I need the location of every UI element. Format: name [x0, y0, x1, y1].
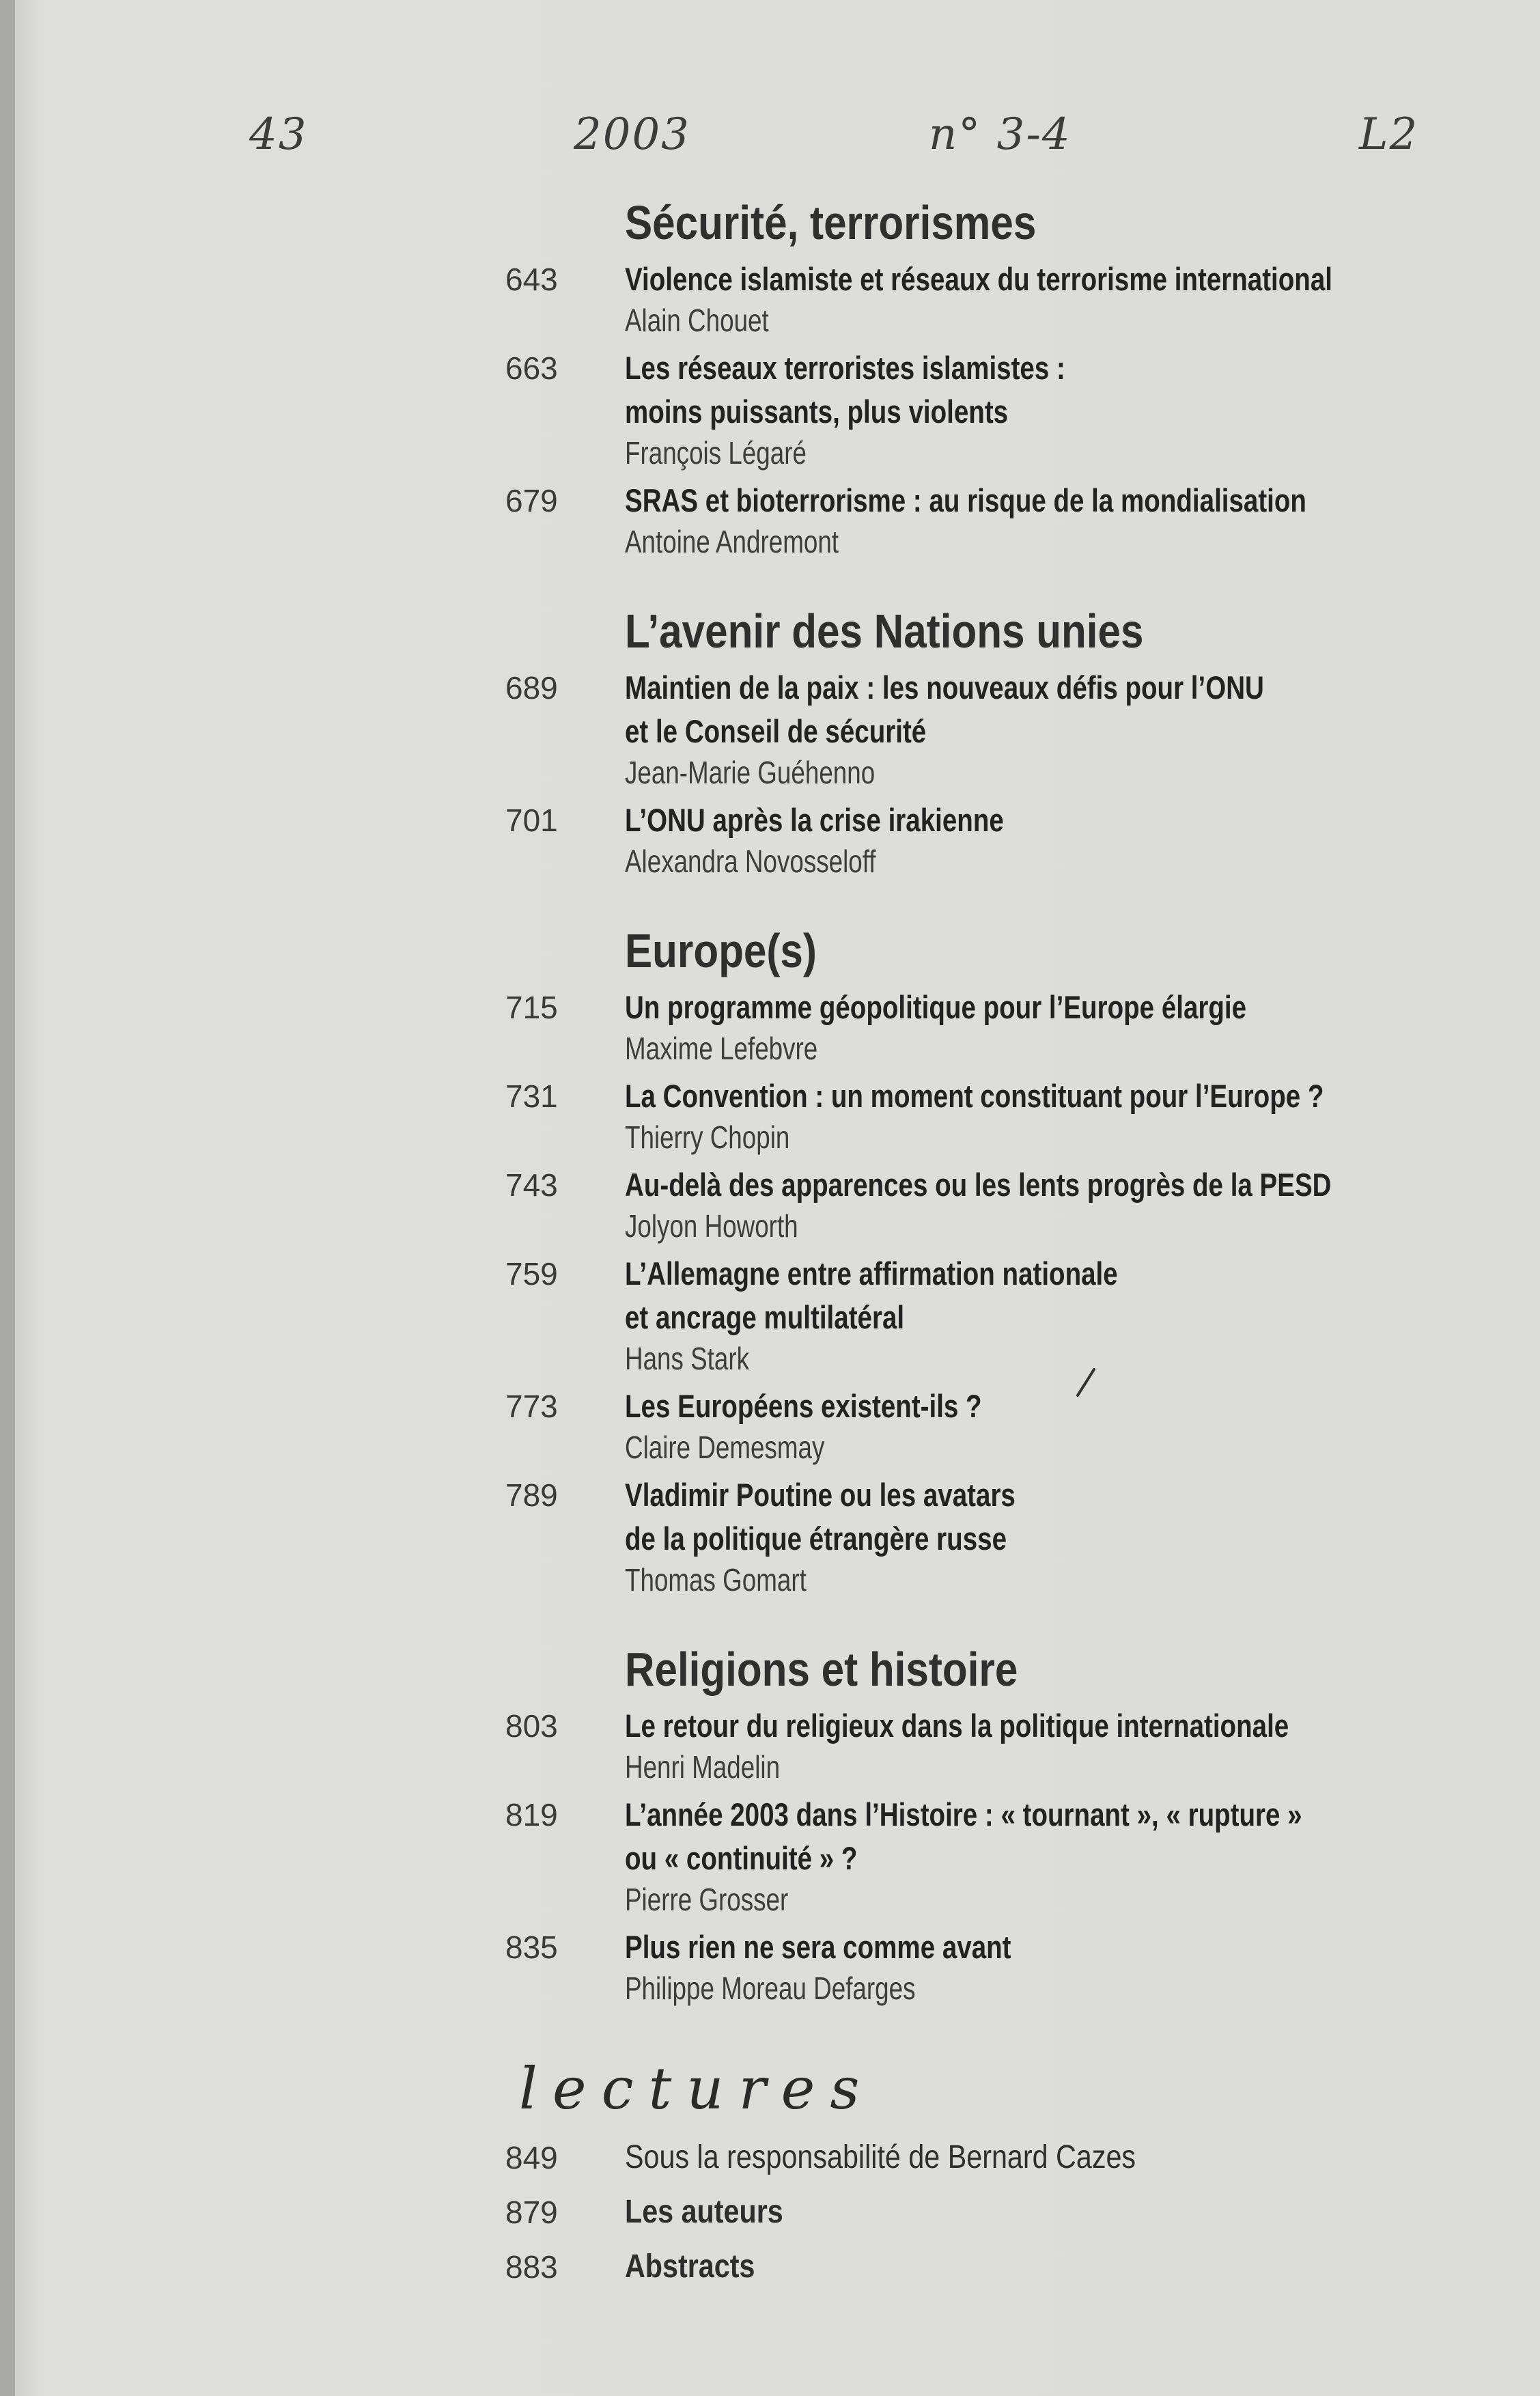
handwritten-volume: 43 [249, 109, 308, 160]
page-number: 679 [505, 483, 558, 518]
handwritten-mark: L2 [1359, 109, 1419, 160]
page-number: 849 [505, 2140, 558, 2175]
page-number: 819 [505, 1797, 558, 1833]
page-number: 643 [505, 262, 558, 297]
article-title: Vladimir Poutine ou les avatars [625, 1477, 1016, 1513]
page-number: 883 [505, 2249, 558, 2285]
section-religions [505, 1641, 1509, 2007]
page-number: 701 [505, 803, 558, 838]
article-title: SRAS et bioterrorisme : au risque de la mondialisation [625, 482, 1306, 518]
section-nations-unies [505, 603, 1509, 880]
page-number: 743 [505, 1167, 558, 1203]
article-title-continued: de la politique étrangère russe [625, 1520, 1007, 1557]
article-author: Alexandra Novosseloff [625, 844, 876, 879]
toc-entry[interactable] [505, 2190, 1509, 2234]
article-title-continued: moins puissants, plus violents [625, 393, 1009, 430]
page-number: 715 [505, 990, 558, 1025]
article-title: Maintien de la paix : les nouveaux défis pour l’ONU [625, 669, 1264, 706]
article-author: Philippe Moreau Defarges [625, 1970, 916, 2006]
page-number: 731 [505, 1078, 558, 1114]
article-title: L’ONU après la crise irakienne [625, 802, 1004, 838]
toc-entry[interactable] [505, 1384, 1509, 1466]
toc-entry[interactable] [505, 2245, 1509, 2289]
toc-entry[interactable] [505, 1074, 1509, 1156]
article-author: Maxime Lefebvre [625, 1031, 818, 1066]
article-title: Violence islamiste et réseaux du terrorisme international [625, 261, 1332, 297]
article-title-continued: et ancrage multilatéral [625, 1299, 905, 1335]
toc-entry[interactable] [505, 479, 1509, 561]
page-number: 803 [505, 1708, 558, 1744]
article-title: Au-delà des apparences ou les lents progrès de la PESD [625, 1167, 1332, 1203]
article-title: La Convention : un moment constituant pour l’Europe ? [625, 1078, 1324, 1114]
article-title-continued: ou « continuité » ? [625, 1840, 858, 1876]
section-title: Sécurité, terrorismes [625, 196, 1037, 249]
pencil-tick-mark-icon [1072, 1365, 1100, 1399]
toc-entry[interactable] [505, 257, 1509, 339]
toc-entry[interactable] [505, 1163, 1509, 1245]
article-author: Thierry Chopin [625, 1119, 790, 1155]
article-title: Plus rien ne sera comme avant [625, 1929, 1011, 1965]
page-number: 835 [505, 1930, 558, 1965]
article-author: Claire Demesmay [625, 1430, 825, 1465]
authors-item-label: Les auteurs [625, 2194, 783, 2230]
page-number: 689 [505, 670, 558, 706]
section-title: Religions et histoire [625, 1643, 1018, 1696]
toc-entry[interactable] [505, 2136, 1509, 2179]
page-number: 663 [505, 350, 558, 386]
page-number: 789 [505, 1477, 558, 1513]
section-lectures [505, 2055, 1509, 2289]
section-europe [505, 923, 1509, 1599]
toc-entry[interactable] [505, 798, 1509, 880]
article-author: Henri Madelin [625, 1749, 781, 1785]
article-title: L’Allemagne entre affirmation nationale [625, 1255, 1118, 1292]
section-title: Europe(s) [625, 924, 817, 977]
toc-entry[interactable] [505, 1793, 1509, 1919]
article-title: Le retour du religieux dans la politique internationale [625, 1708, 1289, 1744]
article-title: Les réseaux terroristes islamistes : [625, 350, 1065, 386]
toc-entry[interactable] [505, 1252, 1509, 1378]
lectures-item-label: Sous la responsabilité de Bernard Cazes [625, 2139, 1136, 2175]
article-author: Jean-Marie Guéhenno [625, 755, 876, 790]
handwritten-year: 2003 [574, 109, 690, 160]
toc-entry[interactable] [505, 1925, 1509, 2007]
article-author: Jolyon Howorth [625, 1208, 798, 1244]
handwritten-issue: n° 3-4 [929, 109, 1072, 160]
section-securite [505, 195, 1509, 561]
toc-entry[interactable] [505, 346, 1509, 472]
lectures-heading: lectures [519, 2055, 875, 2122]
article-title: Un programme géopolitique pour l’Europe élargie [625, 989, 1247, 1025]
article-author: François Légaré [625, 435, 807, 471]
page-number: 879 [505, 2195, 558, 2230]
article-title: Les Européens existent-ils ? [625, 1388, 982, 1424]
page-spine-shadow [0, 0, 15, 2396]
abstracts-item-label: Abstracts [625, 2248, 755, 2285]
page-number: 773 [505, 1389, 558, 1424]
article-author: Alain Chouet [625, 303, 769, 338]
article-author: Thomas Gomart [625, 1562, 807, 1598]
article-author: Antoine Andremont [625, 524, 839, 559]
article-title-continued: et le Conseil de sécurité [625, 713, 927, 749]
table-of-contents [505, 195, 1509, 2289]
toc-entry[interactable] [505, 1704, 1509, 1786]
article-author: Pierre Grosser [625, 1882, 789, 1917]
article-author: Hans Stark [625, 1341, 750, 1376]
article-title: L’année 2003 dans l’Histoire : « tournant », « rupture » [625, 1796, 1302, 1833]
toc-entry[interactable] [505, 1473, 1509, 1599]
toc-entry[interactable] [505, 666, 1509, 792]
section-title: L’avenir des Nations unies [625, 604, 1144, 658]
toc-entry[interactable] [505, 986, 1509, 1068]
page-number: 759 [505, 1256, 558, 1292]
